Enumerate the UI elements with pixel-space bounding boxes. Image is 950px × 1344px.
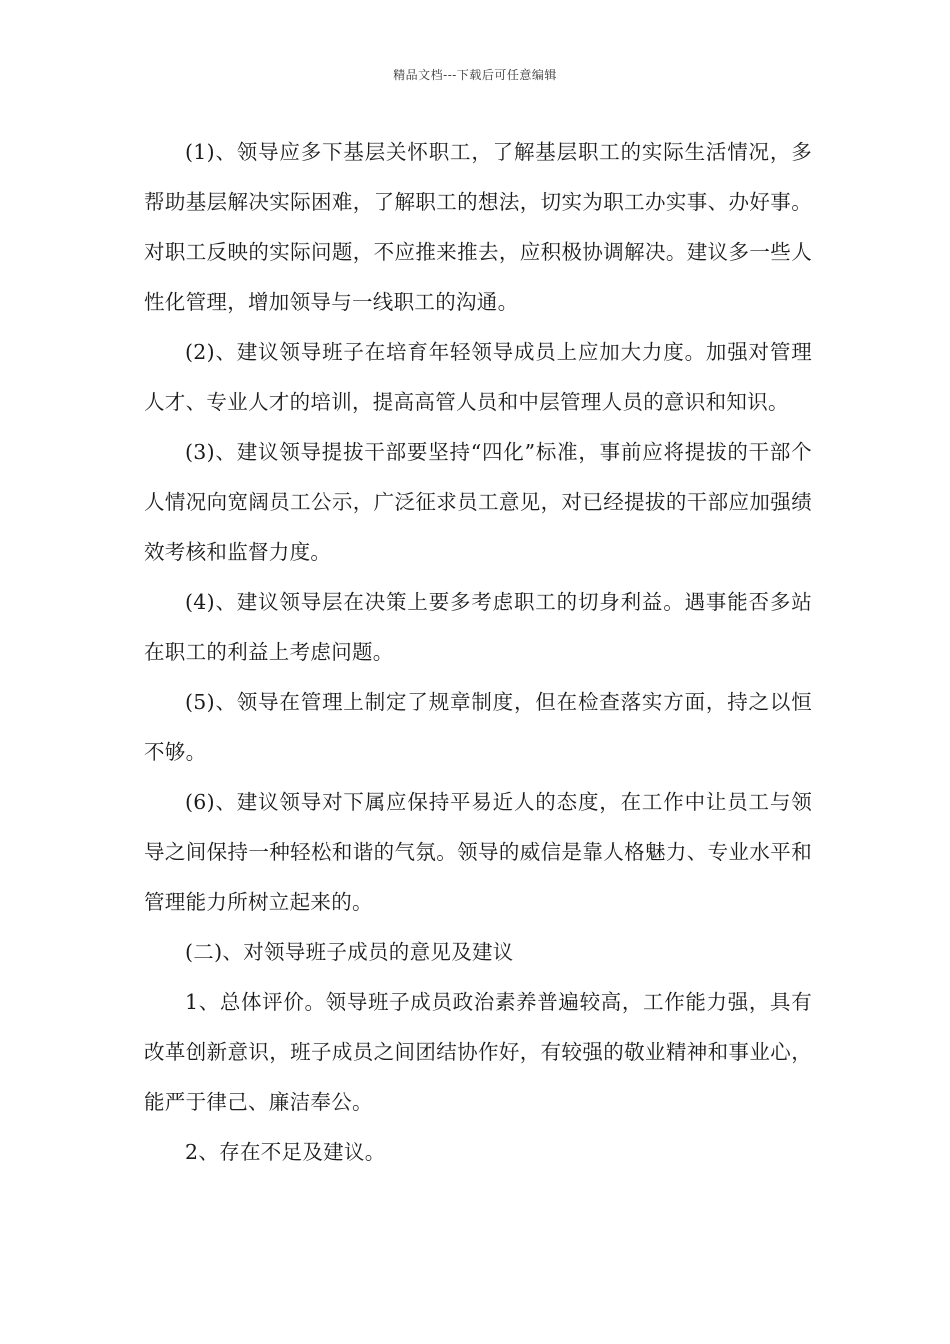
paragraph-1: (1)、领导应多下基层关怀职工，了解基层职工的实际生活情况，多帮助基层解决实际困难，了解职工的想法，切实为职工办实事、办好事。对职工反映的实际问题，不应推来推去，应积极协调解决。建议多一些人性化管理，增加领导与一线职工的沟通。: [144, 140, 812, 314]
section-heading: (二)、对领导班子成员的意见及建议: [185, 940, 514, 964]
paragraph-3: (3)、建议领导提拔干部要坚持“四化”标准，事前应将提拔的干部个人情况向宽阔员工公示，广泛征求员工意见，对已经提拔的干部应加强绩效考核和监督力度。: [144, 440, 812, 564]
page-header: 精品文档---下载后可任意编辑: [393, 68, 557, 82]
paragraph-shortcomings: 2、存在不足及建议。: [185, 1140, 386, 1164]
paragraph-overall-evaluation: 1、总体评价。领导班子成员政治素养普遍较高，工作能力强，具有改革创新意识，班子成员之间团结协作好，有较强的敬业精神和事业心，能严于律己、廉洁奉公。: [144, 990, 812, 1114]
document-body: [144, 127, 812, 1177]
paragraph-2: (2)、建议领导班子在培育年轻领导成员上应加大力度。加强对管理人才、专业人才的培训，提高高管人员和中层管理人员的意识和知识。: [144, 340, 812, 414]
paragraph-4: (4)、建议领导层在决策上要多考虑职工的切身利益。遇事能否多站在职工的利益上考虑问题。: [144, 590, 812, 664]
paragraph-6: (6)、建议领导对下属应保持平易近人的态度，在工作中让员工与领导之间保持一种轻松和谐的气氛。领导的威信是靠人格魅力、专业水平和管理能力所树立起来的。: [144, 790, 812, 914]
paragraph-5: (5)、领导在管理上制定了规章制度，但在检查落实方面，持之以恒不够。: [144, 690, 812, 764]
